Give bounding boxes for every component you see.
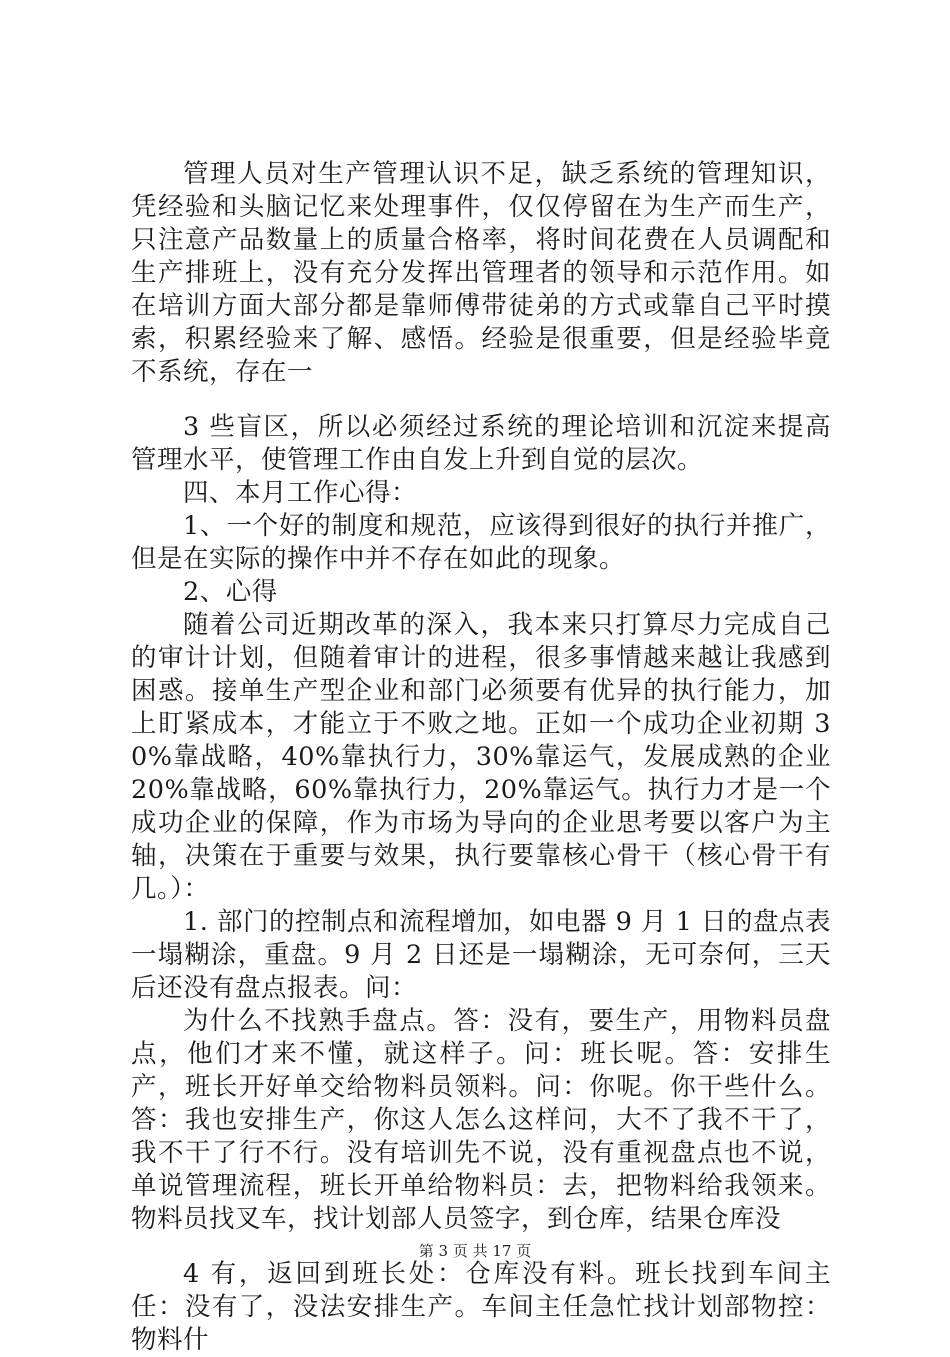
page-number-footer: 第 3 页 共 17 页 xyxy=(418,1242,532,1260)
paragraph-point-1: 1、一个好的制度和规范，应该得到很好的执行并推广，但是在实际的操作中并不存在如此的现象。 xyxy=(131,511,831,574)
section-heading-monthly-insights: 四、本月工作心得： xyxy=(183,478,418,508)
paragraph-point-2-heading: 2、心得 xyxy=(183,577,278,607)
paragraph-management-issues: 管理人员对生产管理认识不足，缺乏系统的管理知识，凭经验和头脑记忆来处理事件，仅仅停留在为生产而生产，只注意产品数量上的质量合格率，将时间花费在人员调配和生产排班上，没有充分发挥出管理者的领导和示范作用。如在培训方面大部分都是靠师傅带徒弟的方式或靠自己平时摸索，积累经验来了解、感悟。经验是很重要，但是经验毕竟不系统，存在一 xyxy=(131,159,831,387)
paragraph-continuation: 4 有，返回到班长处：仓库没有料。班长找到车间主任：没有了，没法安排生产。车间主任急忙找计划部物控：物料什 xyxy=(131,1259,831,1355)
paragraph-control-points: 1. 部门的控制点和流程增加，如电器 9 月 1 日的盘点表一塌糊涂，重盘。9 月 2 日还是一塌糊涂，无可奈何，三天后还没有盘点报表。问： xyxy=(131,907,831,1003)
body-text xyxy=(131,158,831,1357)
paragraph-blind-spots: 3 些盲区，所以必须经过系统的理论培训和沉淀来提高管理水平，使管理工作由自发上升到自觉的层次。 xyxy=(131,412,831,475)
paragraph-dialogue: 为什么不找熟手盘点。答：没有，要生产，用物料员盘点，他们才来不懂，就这样子。问：班长呢。答：安排生产，班长开好单交给物料员领料。问：你呢。你干些什么。答：我也安排生产，你这人怎么这样问，大不了我不干了，我不干了行不行。没有培训先不说，没有重视盘点也不说，单说管理流程，班长开单给物料员：去，把物料给我领来。物料员找叉车，找计划部人员签字，到仓库，结果仓库没 xyxy=(131,1006,831,1234)
paragraph-execution: 随着公司近期改革的深入，我本来只打算尽力完成自己的审计计划，但随着审计的进程，很多事情越来越让我感到困惑。接单生产型企业和部门必须要有优异的执行能力，加上盯紧成本，才能立于不败之地。正如一个成功企业初期 30%靠战略，40%靠执行力，30%靠运气，发展成熟的企业 20%靠战略，60%靠执行力，20%靠运气。执行力才是一个成功企业的保障，作为市场为导向的企业思考要以客户为主轴，决策在于重要与效果，执行要靠核心骨干（核心骨干有几。）： xyxy=(131,610,831,904)
